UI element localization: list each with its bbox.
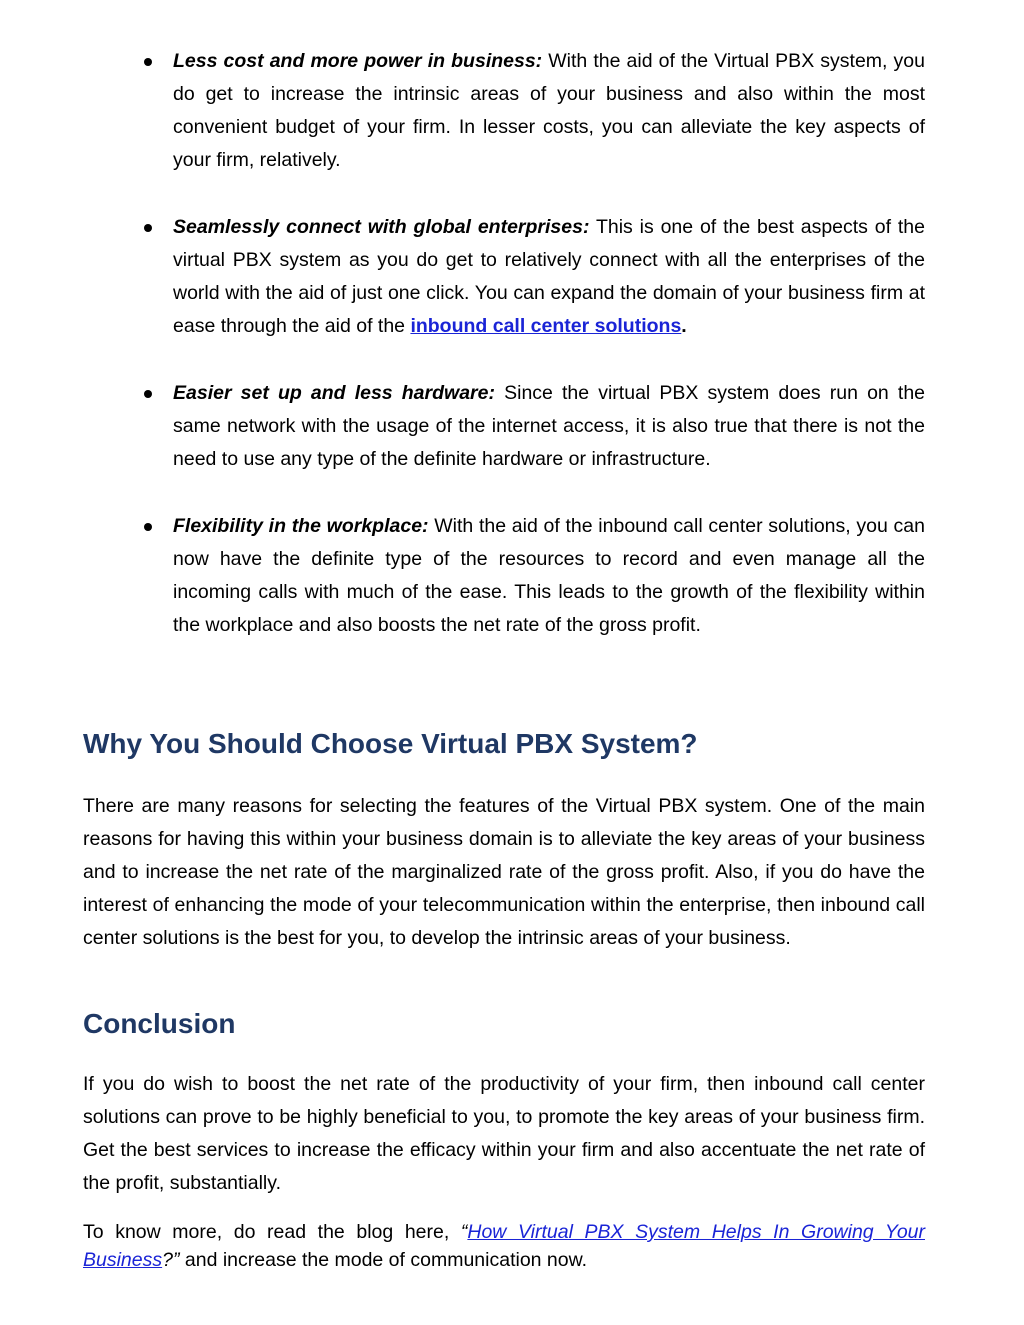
read-more-suffix: and increase the mode of communication now. [179,1249,588,1271]
bullet-icon [144,224,152,232]
bullet-icon [144,58,152,66]
bullet-after: . [681,315,687,337]
list-item [173,510,925,642]
bullet-lead: Seamlessly connect with global enterprises: [173,216,590,238]
bullet-icon [144,390,152,398]
bullet-text: With the aid of the inbound call center solutions, you can now have the definite type of the resources to record and even manage all the incoming calls with much of the ease. This leads to the growth of the flexibility within the workplace and also boosts the net rate of the gross profit. [173,515,925,636]
inbound-call-center-link[interactable]: inbound call center solutions [410,315,682,337]
bullet-lead: Less cost and more power in business: [173,50,543,72]
read-more-prefix: To know more, do read the blog here, [83,1221,461,1243]
read-more-paragraph [83,1218,925,1274]
bullet-lead: Flexibility in the workplace: [173,515,429,537]
why-paragraph: There are many reasons for selecting the features of the Virtual PBX system. One of the main reasons for having this within your business domain is to alleviate the key areas of your business and to increase the net rate of the marginalized rate of the gross profit. Also, if you do have the interest of enhancing the mode of your telecommunication within the enterprise, then inbound call center solutions is the best for you, to develop the intrinsic areas of your business. [83,795,925,949]
why-heading: Why You Should Choose Virtual PBX System? [83,728,698,759]
blog-link[interactable]: How Virtual PBX System Helps In Growing Your Business [83,1221,925,1271]
list-item [173,211,925,343]
list-item [173,377,925,476]
list-item [173,45,925,177]
bullet-icon [144,523,152,531]
bullet-text: Since the virtual PBX system does run on the same network with the usage of the internet access, it is also true that there is not the need to use any type of the definite hardware or infrastructure. [173,382,926,470]
bullet-lead: Easier set up and less hardware: [173,382,495,404]
close-quote: ?” [162,1249,180,1271]
open-quote: “ [460,1221,468,1243]
conclusion-paragraph: If you do wish to boost the net rate of the productivity of your firm, then inbound call center solutions can prove to be highly beneficial to you, to promote the key areas of your business firm. Get the best services to increase the efficacy within your firm and also accentuate the net rate of the profit, substantially. [83,1073,925,1194]
bullet-text: This is one of the best aspects of the virtual PBX system as you do get to relatively connect with all the enterprises of the world with the aid of just one click. You can expand the domain of your business firm at ease through the aid of the [173,216,926,337]
conclusion-heading: Conclusion [83,1008,236,1039]
benefits-list [0,45,1024,676]
bullet-text: With the aid of the Virtual PBX system, you do get to increase the intrinsic areas of your business and also within the most convenient budget of your firm. In lesser costs, you can alleviate the key aspects of your firm, relatively. [173,50,925,171]
